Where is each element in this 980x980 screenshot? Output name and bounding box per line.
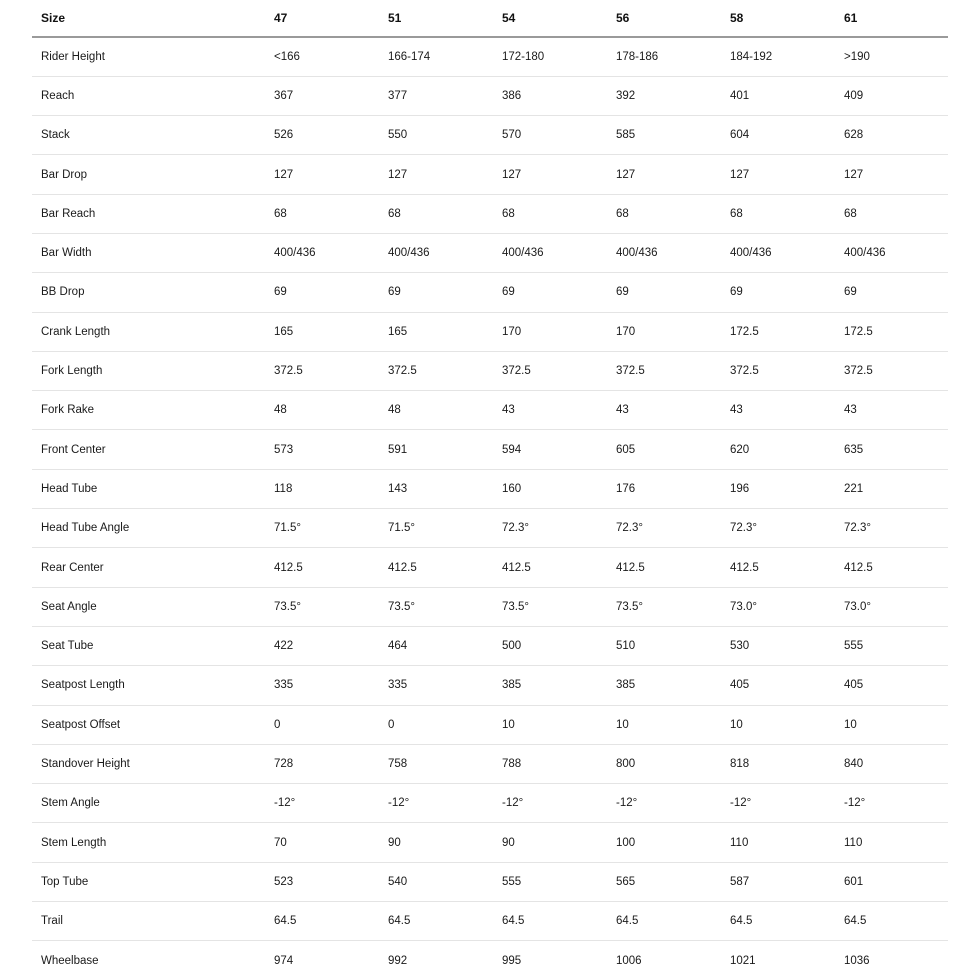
table-cell: 412.5 [502,548,616,587]
table-row [32,312,948,351]
table-cell: 64.5 [844,902,948,941]
table-cell: 165 [274,312,388,351]
table-cell: 64.5 [616,902,730,941]
table-cell: 555 [502,862,616,901]
table-cell: 43 [730,391,844,430]
table-cell: 591 [388,430,502,469]
table-cell: 400/436 [844,233,948,272]
table-cell: 68 [616,194,730,233]
table-cell: 412.5 [730,548,844,587]
table-cell: 43 [502,391,616,430]
table-cell: 405 [844,666,948,705]
table-cell: 72.3° [730,509,844,548]
table-cell: -12° [616,784,730,823]
table-cell: 71.5° [388,509,502,548]
table-cell: -12° [844,784,948,823]
table-cell: 500 [502,626,616,665]
table-cell: 1036 [844,954,870,967]
row-label: Stem Length [32,823,274,862]
header-row [32,0,948,37]
table-cell: 73.5° [274,587,388,626]
table-cell: 530 [730,626,844,665]
row-label: Reach [32,76,274,115]
row-label: Fork Rake [32,391,274,430]
table-cell: 172-180 [502,37,616,76]
table-cell: 628 [844,116,948,155]
table-row [32,548,948,587]
size-header-cell: 51 [388,0,502,37]
row-label: Seatpost Offset [32,705,274,744]
table-row [32,155,948,194]
geometry-table [32,0,948,980]
table-cell: -12° [274,784,388,823]
row-label: Standover Height [32,744,274,783]
table-cell: 367 [274,76,388,115]
table-cell: 412.5 [616,548,730,587]
table-row [32,666,948,705]
table-cell: 335 [388,666,502,705]
table-cell: 43 [844,391,948,430]
table-cell: 758 [388,744,502,783]
table-cell: 372.5 [274,351,388,390]
table-cell: 127 [388,155,502,194]
table-cell: 221 [844,469,948,508]
table-cell: 176 [616,469,730,508]
table-header [32,0,948,37]
table-row [32,391,948,430]
table-cell: 70 [274,823,388,862]
table-cell: 422 [274,626,388,665]
table-cell: 170 [502,312,616,351]
table-row [32,233,948,272]
table-row [32,587,948,626]
table-cell: 69 [388,273,502,312]
table-cell: 127 [730,155,844,194]
table-cell: 992 [388,954,408,967]
table-cell: 68 [502,194,616,233]
table-cell: 635 [844,430,948,469]
table-cell: 69 [274,273,388,312]
table-cell: 594 [502,430,616,469]
table-cell: 127 [274,155,388,194]
table-cell: 68 [844,194,948,233]
table-cell: 172.5 [730,312,844,351]
size-header-cell: 58 [730,0,844,37]
table-row [32,351,948,390]
table-row [32,469,948,508]
row-label: Bar Drop [32,155,274,194]
table-cell: 412.5 [274,548,388,587]
table-cell: 10 [844,705,948,744]
table-row [32,626,948,665]
table-cell: 68 [388,194,502,233]
table-cell: 604 [730,116,844,155]
row-label: Top Tube [32,862,274,901]
table-cell: 10 [730,705,844,744]
table-cell: 385 [616,666,730,705]
table-row [32,744,948,783]
table-cell: 400/436 [388,233,502,272]
table-cell: 995 [502,954,522,967]
table-cell: 400/436 [274,233,388,272]
table-cell: 73.5° [388,587,502,626]
table-cell: -12° [730,784,844,823]
table-cell: 386 [502,76,616,115]
table-cell: 565 [616,862,730,901]
table-row [32,509,948,548]
table-cell: 510 [616,626,730,665]
table-cell: 143 [388,469,502,508]
table-cell: 585 [616,116,730,155]
row-label: Stack [32,116,274,155]
table-cell: 412.5 [388,548,502,587]
table-cell: 110 [844,823,948,862]
row-label: Fork Length [32,351,274,390]
size-header-cell: 54 [502,0,616,37]
row-label: Rider Height [32,37,274,76]
table-body [32,37,948,980]
table-cell: 385 [502,666,616,705]
row-label: Rear Center [32,548,274,587]
table-cell: 523 [274,862,388,901]
table-row [32,823,948,862]
table-cell: 605 [616,430,730,469]
row-label: Wheelbase [41,954,99,967]
table-cell: 412.5 [844,548,948,587]
table-cell: 1006 [616,954,642,967]
table-cell: 166-174 [388,37,502,76]
row-label: Crank Length [32,312,274,351]
table-row [32,862,948,901]
size-header-cell: 56 [616,0,730,37]
row-label: Seat Tube [32,626,274,665]
table-cell: 526 [274,116,388,155]
table-row [32,902,948,941]
table-cell: 110 [730,823,844,862]
table-cell: 573 [274,430,388,469]
row-label: Bar Reach [32,194,274,233]
table-row [32,784,948,823]
row-label: Front Center [32,430,274,469]
table-cell: 48 [274,391,388,430]
table-cell: -12° [502,784,616,823]
table-cell: 570 [502,116,616,155]
table-cell: 172.5 [844,312,948,351]
table-cell: 64.5 [730,902,844,941]
table-cell: 400/436 [616,233,730,272]
table-cell: 64.5 [388,902,502,941]
row-label: Seat Angle [32,587,274,626]
table-cell: 728 [274,744,388,783]
table-cell: 974 [274,954,294,967]
table-cell: 160 [502,469,616,508]
table-cell: 555 [844,626,948,665]
table-cell: 127 [616,155,730,194]
table-cell: 127 [502,155,616,194]
row-label: BB Drop [32,273,274,312]
table-cell: 73.5° [502,587,616,626]
row-label: Stem Angle [32,784,274,823]
table-cell: -12° [388,784,502,823]
table-row [32,76,948,115]
table-cell: 392 [616,76,730,115]
table-cell: 10 [502,705,616,744]
row-label: Trail [32,902,274,941]
table-row [32,194,948,233]
table-cell: 372.5 [616,351,730,390]
table-cell: 100 [616,823,730,862]
table-cell: 372.5 [730,351,844,390]
table-cell: 48 [388,391,502,430]
table-cell: 196 [730,469,844,508]
table-cell: 165 [388,312,502,351]
table-cell: 620 [730,430,844,469]
table-cell: 69 [502,273,616,312]
table-cell: 118 [274,469,388,508]
table-cell: 0 [274,705,388,744]
table-cell: 788 [502,744,616,783]
table-cell: 69 [730,273,844,312]
table-cell: 400/436 [502,233,616,272]
table-cell: 372.5 [388,351,502,390]
table-cell: 64.5 [274,902,388,941]
table-cell: 401 [730,76,844,115]
row-label: Bar Width [32,233,274,272]
table-cell: 90 [502,823,616,862]
row-label: Seatpost Length [32,666,274,705]
table-cell: 550 [388,116,502,155]
table-cell: 73.0° [730,587,844,626]
table-cell: 72.3° [844,509,948,548]
table-cell: 73.5° [616,587,730,626]
table-cell: 90 [388,823,502,862]
table-cell: 73.0° [844,587,948,626]
table-cell: 72.3° [616,509,730,548]
table-cell: 1021 [730,954,756,967]
table-cell: 72.3° [502,509,616,548]
table-row [32,116,948,155]
size-header-cell: 61 [844,0,948,37]
table-row [32,273,948,312]
table-cell: 64.5 [502,902,616,941]
table-cell: 71.5° [274,509,388,548]
table-cell: 405 [730,666,844,705]
table-cell: 10 [616,705,730,744]
table-cell: 178-186 [616,37,730,76]
table-cell: 540 [388,862,502,901]
table-cell: 69 [616,273,730,312]
table-cell: 335 [274,666,388,705]
table-cell: 69 [844,273,948,312]
table-cell: 68 [730,194,844,233]
table-cell: 377 [388,76,502,115]
table-cell: 601 [844,862,948,901]
table-cell: 464 [388,626,502,665]
table-row [32,37,948,76]
table-cell: 127 [844,155,948,194]
row-label: Head Tube Angle [32,509,274,548]
table-cell: 170 [616,312,730,351]
table-row [32,430,948,469]
table-cell: 818 [730,744,844,783]
table-cell: 587 [730,862,844,901]
table-cell: 840 [844,744,948,783]
table-cell: 372.5 [502,351,616,390]
table-cell: 400/436 [730,233,844,272]
table-cell: >190 [844,37,948,76]
table-cell: 0 [388,705,502,744]
size-header-cell: 47 [274,0,388,37]
row-label: Head Tube [32,469,274,508]
table-cell: 409 [844,76,948,115]
size-column-header: Size [32,0,274,37]
table-row [32,941,948,980]
table-cell: 68 [274,194,388,233]
table-cell: 43 [616,391,730,430]
table-cell: <166 [274,37,388,76]
table-cell: 800 [616,744,730,783]
table-row [32,705,948,744]
table-cell: 184-192 [730,37,844,76]
table-cell: 372.5 [844,351,948,390]
